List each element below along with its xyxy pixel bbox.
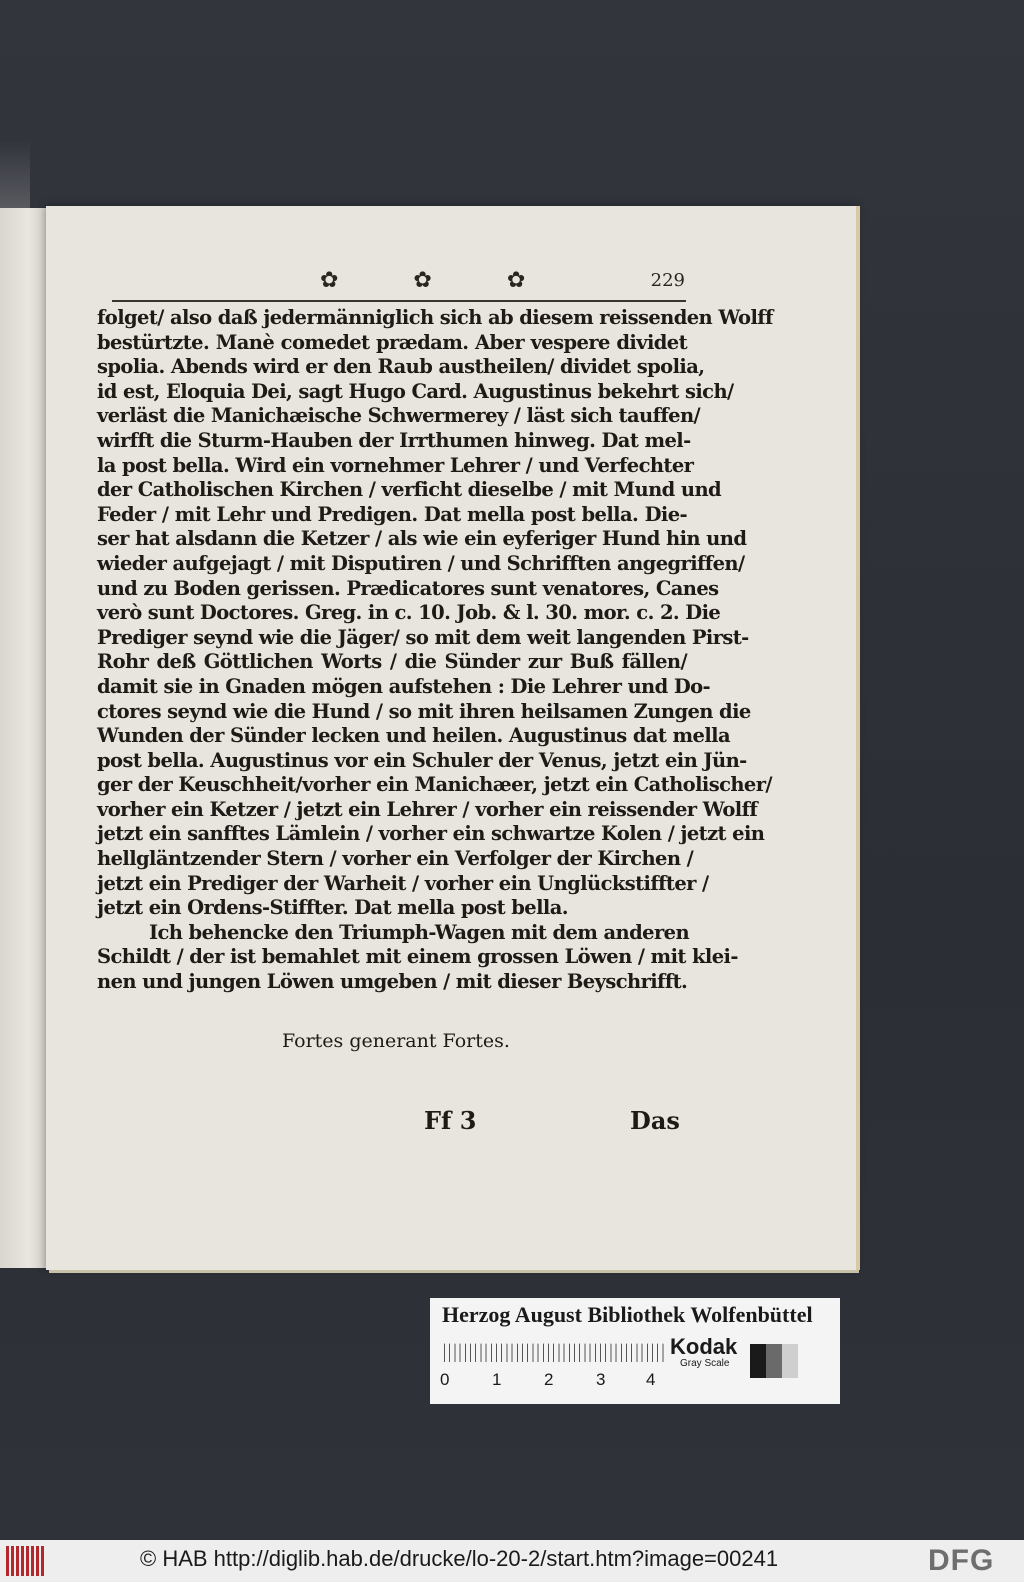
card-title: Herzog August Bibliothek Wolfenbüttel xyxy=(442,1302,813,1327)
text-line: bestürtzte. Manè comedet prædam. Aber vespere dividet xyxy=(97,330,687,354)
footer-bar xyxy=(0,1540,1024,1582)
kodak-brand: Kodak xyxy=(670,1334,738,1359)
text-line: Schildt / der ist bemahlet mit einem grossen Löwen / mit klei- xyxy=(97,945,738,969)
text-line: hellgläntzender Stern / vorher ein Verfolger der Kirchen / xyxy=(97,847,694,871)
text-line: jetzt ein Prediger der Warheit / vorher ein Unglückstiffter / xyxy=(97,871,709,895)
page-number: 229 xyxy=(650,270,685,291)
scale-number: 2 xyxy=(544,1370,554,1389)
text-line: jetzt ein Ordens-Stiffter. Dat mella post bella. xyxy=(97,896,568,920)
signature-mark: Ff 3 xyxy=(424,1106,477,1135)
text-line: la post bella. Wird ein vornehmer Lehrer / und Verfechter xyxy=(97,453,694,477)
motto: Fortes generant Fortes. xyxy=(282,1030,510,1052)
facing-page xyxy=(0,208,48,1268)
text-line: Wunden der Sünder lecken und heilen. Augustinus dat mella xyxy=(97,724,731,748)
text-line: spolia. Abends wird er den Raub austheilen/ dividet spolia, xyxy=(97,355,705,379)
text-line: wieder aufgejagt / mit Disputiren / und Schrifften angegriffen/ xyxy=(97,551,745,575)
text-line: Rohr deß Göttlichen Worts / die Sünder zur Buß fällen/ xyxy=(97,650,687,674)
text-line: der Catholischen Kirchen / verficht dieselbe / mit Mund und xyxy=(97,478,722,502)
text-line: Prediger seynd wie die Jäger/ so mit dem weit langenden Pirst- xyxy=(97,625,749,649)
header-ornaments: ✿ ✿ ✿ xyxy=(320,268,560,293)
copyright-link[interactable]: © HAB http://diglib.hab.de/drucke/lo-20-2/start.htm?image=00241 xyxy=(140,1546,779,1571)
text-line: vorher ein Ketzer / jetzt ein Lehrer / vorher ein reissender Wolff xyxy=(97,797,758,821)
text-line: Feder / mit Lehr und Predigen. Dat mella post bella. Die- xyxy=(97,502,687,526)
gray-patches xyxy=(750,1344,798,1378)
ruler-scale xyxy=(444,1338,664,1362)
color-calibration-card xyxy=(430,1298,840,1404)
dfg-logo: DFG xyxy=(928,1544,995,1577)
text-line: jetzt ein sanfftes Lämlein / vorher ein schwartze Kolen / jetzt ein xyxy=(97,822,765,846)
text-line: id est, Eloquia Dei, sagt Hugo Card. Augustinus bekehrt sich/ xyxy=(97,379,734,403)
text-line: verläst die Manichæische Schwermerey / läst sich tauffen/ xyxy=(97,404,701,428)
text-line: ctores seynd wie die Hund / so mit ihren heilsamen Zungen die xyxy=(97,699,751,723)
text-line: folget/ also daß jedermänniglich sich ab diesem reissenden Wolff xyxy=(97,306,773,329)
gray-scale-label: Gray Scale xyxy=(680,1358,730,1369)
scale-number: 1 xyxy=(492,1370,502,1389)
text-line: Ich behencke den Triumph-Wagen mit dem anderen xyxy=(149,920,690,944)
scale-number: 4 xyxy=(646,1370,656,1389)
header-rule xyxy=(112,300,686,302)
hab-logo-icon xyxy=(6,1546,46,1576)
text-line: und zu Boden gerissen. Prædicatores sunt venatores, Canes xyxy=(97,576,719,600)
catchword: Das xyxy=(630,1106,680,1135)
text-line: nen und jungen Löwen umgeben / mit dieser Beyschrifft. xyxy=(97,970,688,994)
page-header xyxy=(300,268,685,298)
text-body xyxy=(97,306,773,995)
scale-number: 3 xyxy=(596,1370,606,1389)
text-line: wirfft die Sturm-Hauben der Irrthumen hinweg. Dat mel- xyxy=(97,428,691,452)
text-line: post bella. Augustinus vor ein Schuler der Venus, jetzt ein Jün- xyxy=(97,748,747,772)
text-line: ger der Keuschheit/vorher ein Manichæer, jetzt ein Catholischer/ xyxy=(97,773,772,797)
text-line: ser hat alsdann die Ketzer / als wie ein eyferiger Hund hin und xyxy=(97,527,747,551)
text-line: verò sunt Doctores. Greg. in c. 10. Job. & l. 30. mor. c. 2. Die xyxy=(97,601,721,625)
text-line: damit sie in Gnaden mögen aufstehen : Die Lehrer und Do- xyxy=(97,674,711,698)
scale-number: 0 xyxy=(440,1370,450,1389)
